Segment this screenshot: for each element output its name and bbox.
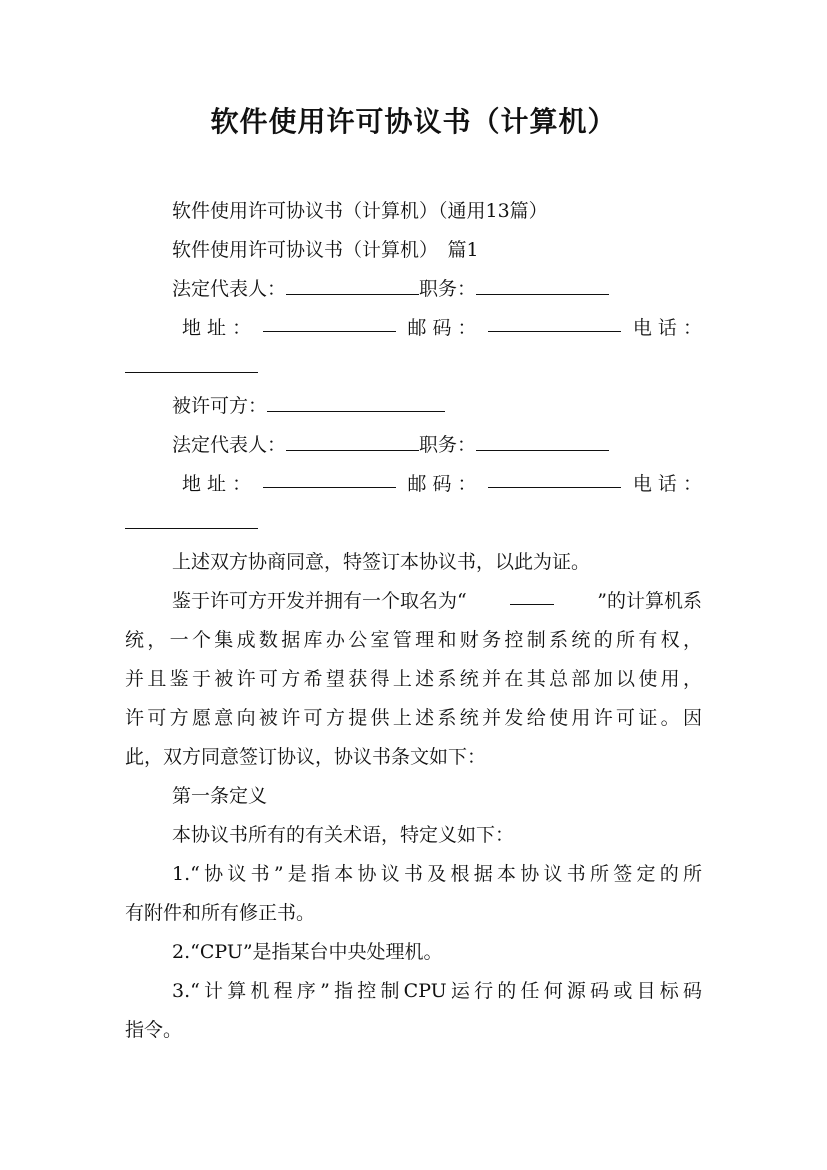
position-blank <box>476 276 609 295</box>
phone-blank-2 <box>125 510 258 529</box>
article-heading: 第一条定义 <box>172 785 268 807</box>
phone-label-2: 电 话 ： <box>632 473 702 495</box>
definition-line: 指令。 <box>125 1019 183 1041</box>
zip-label-2: 邮 码 ： <box>407 473 477 495</box>
position-blank-2 <box>476 432 609 451</box>
address-label: 地 址 ： <box>182 317 252 339</box>
paragraph-line: 许可方愿意向被许可方提供上述系统并发给使用许可证。因 <box>125 707 702 729</box>
zip-blank <box>488 313 621 332</box>
licensee-blank <box>267 393 445 412</box>
article-intro: 本协议书所有的有关术语，特定义如下： <box>172 824 515 846</box>
legal-rep-blank <box>286 276 419 295</box>
address-label-2: 地 址 ： <box>182 473 252 495</box>
address-blank <box>263 313 396 332</box>
licensee-address-line <box>182 469 702 499</box>
position-label: 职务： <box>419 278 477 300</box>
position-label-2: 职务： <box>419 434 477 456</box>
paragraph-line: 此，双方同意签订协议，协议书条文如下： <box>125 746 487 768</box>
phone-blank-line-2 <box>125 508 258 538</box>
definition-line: 有附件和所有修正书。 <box>125 902 316 924</box>
licensee-label: 被许可方： <box>172 395 268 417</box>
agreement-statement: 上述双方协商同意，特签订本协议书，以此为证。 <box>172 551 591 573</box>
phone-label: 电 话 ： <box>632 317 702 339</box>
zip-blank-2 <box>488 469 621 488</box>
paragraph-line: 并且鉴于被许可方希望获得上述系统并在其总部加以使用， <box>125 668 702 690</box>
definition-line: 1.“协议书”是指本协议书及根据本协议书所签定的所 <box>172 863 702 885</box>
licensor-representative-line <box>172 274 609 304</box>
phone-blank <box>125 354 258 373</box>
section-heading: 软件使用许可协议书（计算机） 篇1 <box>172 239 479 261</box>
paragraph-text-a: 鉴于许可方开发并拥有一个取名为“ <box>172 590 467 612</box>
definition-line: 2.“CPU”是指某台中央处理机。 <box>172 941 443 963</box>
licensee-representative-line <box>172 430 609 460</box>
phone-blank-line <box>125 352 258 382</box>
definition-line: 3.“计算机程序”指控制CPU运行的任何源码或目标码 <box>172 980 702 1002</box>
document-title: 软件使用许可协议书（计算机） <box>210 105 617 138</box>
legal-rep-label: 法定代表人： <box>172 278 287 300</box>
paragraph-line <box>172 586 702 616</box>
licensee-line <box>172 391 445 421</box>
licensor-address-line <box>182 313 702 343</box>
paragraph-line: 统，一个集成数据库办公室管理和财务控制系统的所有权， <box>125 629 702 651</box>
subtitle-line: 软件使用许可协议书（计算机）（通用13篇） <box>172 200 548 222</box>
legal-rep-blank-2 <box>286 432 419 451</box>
system-name-blank <box>510 586 554 605</box>
zip-label: 邮 码 ： <box>407 317 477 339</box>
paragraph-text-b: ”的计算机系 <box>597 590 702 612</box>
address-blank-2 <box>263 469 396 488</box>
legal-rep-label-2: 法定代表人： <box>172 434 287 456</box>
